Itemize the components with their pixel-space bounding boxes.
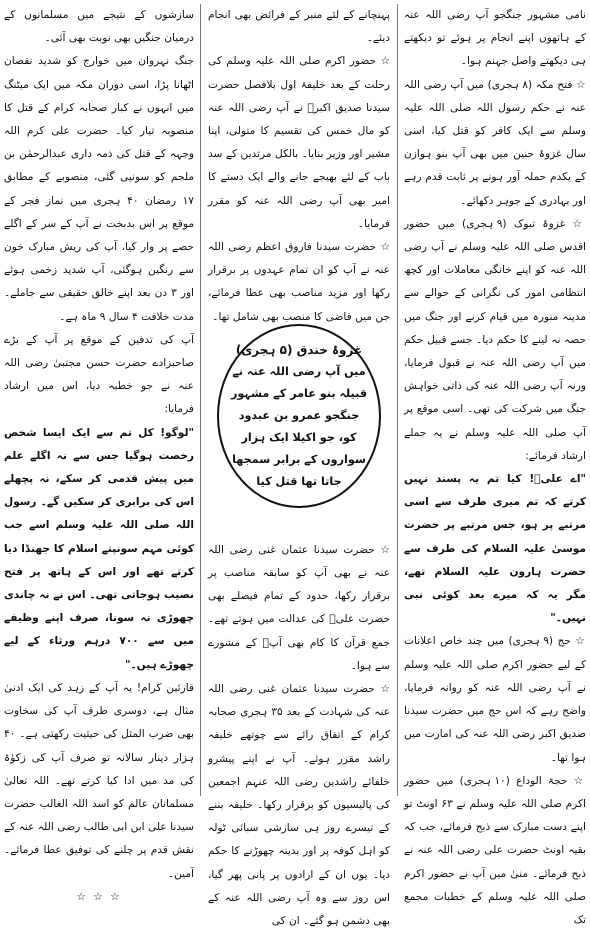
paragraph: جنگ نہروان میں خوارج کو شدید نقصان اٹھانا پڑا، اسی دوران مکہ میں ایک میٹنگ میں انہوں نے کبار صحابہ کرام کے قتل کا منصوبہ تیار کیا۔ حضرت علی کرم اللہ وجہہ کے قتل کی ذمہ داری عبدالرحمٰن بن ملجم کو سونپی گئی، منصوبے کے مطابق ۱۷ رمضان ۴۰ ہجری میں نماز فجر کے موقع پر اس بدبخت نے آپ کے سر کے اگلے حصے پر وار کیا، آپ کی ریش مبارک خون سے رنگین ہوگئی، آپ شدید زخمی ہوئے اور ۳ دن بعد اپنے خالق حقیقی سے جاملے۔ مدت خلافت ۴ سال ۹ ماہ ہے۔ (4, 55, 195, 323)
sermon-quote: "لوگو! کل تم سے ایک ایسا شخص رخصت ہوگیا جس سے نہ اگلے علم میں پیش قدمی کر سکے، نہ پچھلے اس کی برابری کر سکیں گے۔ رسول اللہ صلی اللہ علیہ وسلم اسے جب کوئی مہم سونپتے اسلام کا جھنڈا دیا کرتے تھے اور اس کے ہاتھ پر فتح نصیب ہوجاتی تھی۔ اس نے نہ چاندی چھوڑی نہ سونا، صرف اپنے وظیفے میں سے ۷۰۰ درہم ورثاء کے لیے چھوڑے ہیں۔" (4, 426, 194, 671)
callout-text-block (230, 339, 368, 493)
paragraph: ☆ حضور اکرم صلی اللہ علیہ وسلم کی رحلت کے بعد خلیفۂ اول بلافصل حضرت سیدنا صدیق اکبرؓ نے آپ رضی اللہ عنہ کو مال خمس کی تقسیم کا متولی، اپنا مشیر اور وزیر بنایا۔ بالکل مرتدین کے سد باب کے لئے بھیجے جانے والے ایک دستے کا امیر بھی آپ رضی اللہ عنہ کو مقرر فرمایا۔ (208, 55, 390, 230)
hadith-quote: "اے علیؓ! کیا تم یہ پسند نہیں کرتے کہ تم میری طرف سے اسی مرتبے پر ہو، جس مرتبے پر حضرت موسیٰ علیہ السلام کی طرف سے حضرت ہارون علیہ السلام تھے، مگر یہ کہ میرے بعد کوئی نبی نہیں۔" (404, 473, 586, 625)
paragraph: ☆ حضرت سیدنا عثمان غنی رضی اللہ عنہ نے بھی آپ کو سابقہ مناصب پر برقرار رکھا، حدود کے تمام فیصلے بھی حضرت علیؓ کی عدالت میں ہوتے تھے۔ جمع قرآن کا کام بھی آپؓ کے مشورے سے ہوا۔ (208, 543, 390, 672)
paragraph: ☆ حضرت سیدنا فاروق اعظم رضی اللہ عنہ نے آپ کو ان تمام عہدوں پر برقرار رکھا اور مزید مناصب بھی عطا فرمائے، جن میں قاضی کا منصب بھی شامل تھا۔ (208, 241, 390, 323)
end-stars: ☆ ☆ ☆ (76, 890, 122, 903)
paragraph: ☆ حجۃ الوداع (۱۰ ہجری) میں حضور اکرم صلی اللہ علیہ وسلم نے ۶۳ اونٹ تو اپنے دست مبارک سے ذبح فرمائے، جب کہ بقیہ اونٹ حضرت علی رضی اللہ عنہ نے ذبح فرمائے۔ منیٰ میں آپ نے حضور اکرم صلی اللہ علیہ وسلم کے خطبات مجمع تک (404, 774, 586, 926)
callout-oval (217, 324, 381, 508)
callout-body: میں آپ رضی اللہ عنہ نے قبیلہ بنو عامر کے مشہور جنگجو عمرو بن عبدود کو، جو اکیلا ایک ہزار سواروں کے برابر سمجھا جاتا تھا قتل کیا (230, 365, 368, 488)
callout-title: غزوۂ خندق (۵ ہجری) (235, 343, 363, 357)
paragraph: سازشوں کے نتیجے میں مسلمانوں کے درمیان جنگیں بھی نوبت بھی آئی۔ (4, 9, 194, 45)
paragraph: پہنچانے کے لئے منبر کے فرائض بھی انجام دیئے۔ (208, 9, 390, 45)
paragraph: ☆ فتح مکہ (۸ ہجری) میں آپ رضی اللہ عنہ نے حکم رسول اللہ صلی اللہ علیہ وسلم سے ایک کافر کو قتل کیا، اسی سال غزوۂ حنین میں بھی آپ بنو ہوازن کے یکدم حملہ آور ہونے پر ثابت قدم رہے اور بہادری کے جوہر دکھائے۔ (404, 78, 586, 207)
paragraph: آپ کی تدفین کے موقع پر آپ کے بڑے صاحبزادے حضرت حسن مجتبیٰ رضی اللہ عنہ نے جو خطبہ دیا، اس میں ارشاد فرمایا: (4, 333, 194, 416)
article-column-right (404, 4, 586, 926)
newspaper-page (4, 4, 586, 928)
article-column-left (4, 4, 195, 903)
column-rule (200, 4, 201, 796)
paragraph: ☆ غزوۂ تبوک (۹ ہجری) میں حضور اقدس صلی اللہ علیہ وسلم نے آپ رضی اللہ عنہ کو اپنے خانگی معاملات اور کچھ انتظامی امور کی نگرانی کے حوالے سے مدینہ منورہ میں قیام کرنے اور جنگ میں حصہ نہ لینے کا حکم دیا۔ جسے قبیل حکم میں آپ رضی اللہ عنہ نے قبول فرمایا، ورنہ آپ رضی اللہ عنہ کی ذاتی خواہش جنگ میں شرکت کی تھی۔ اسی موقع پر آپ صلی اللہ علیہ وسلم نے یہ جملے ارشاد فرمائے: (404, 217, 586, 462)
paragraph: نامی مشہور جنگجو آپ رضی اللہ عنہ کے ہاتھوں اپنے انجام پر ہوئے تو دیکھتے ہی دیکھتے واصل جہنم ہوا۔ (404, 9, 586, 68)
paragraph: ☆ حج (۹ ہجری) میں چند خاص اعلانات کے لیے حضور اکرم صلی اللہ علیہ وسلم نے آپ رضی اللہ عنہ کو روانہ فرمایا، واضح رہے کہ اس حج میں حضرت سیدنا صدیق اکبر رضی اللہ عنہ کی امارت میں ہوا تھا۔ (404, 635, 586, 764)
paragraph: ☆ حضرت سیدنا عثمان غنی رضی اللہ عنہ کی شہادت کے بعد ۳۵ ہجری صحابہ کرام کے اتفاق رائے سے چوتھے خلیفہ راشد مقرر ہوئے۔ آپ نے اپنے پیشرو خلفائے راشدین رضی اللہ عنہم اجمعین کی پالیسیوں کو برقرار رکھا۔ خلیفہ بننے کے تیسرے روز ہی سازشی سبائی ٹولہ کو اہل کوفہ پر اور بدینہ چھوڑنے کا حکم دیا۔ یوں ان کے ارادوں پر پانی پھر گیا، اس روز سے وہ آپ رضی اللہ عنہ کے بھی دشمن ہو گئے۔ ان کی (208, 683, 390, 928)
column-rule (397, 4, 398, 796)
paragraph: قارئین کرام! یہ آپ کے زہد کی ایک ادنیٰ مثال ہے، دوسری طرف آپ کی سخاوت بھی ضرب المثل کی حیثیت رکھتی ہے۔ ۴۰ ہزار دینار سالانہ تو صرف آپ کی زکوٰۃ کی مد میں ادا کیا کرتے تھے۔ اللہ تعالیٰ مسلمانان عالم کو اسد اللہ الغالب حضرت سیدنا علی ابن ابی طالب رضی اللہ عنہ کے نقش قدم پر چلنے کی توفیق عطا فرمائے۔ آمین۔ (4, 681, 194, 880)
